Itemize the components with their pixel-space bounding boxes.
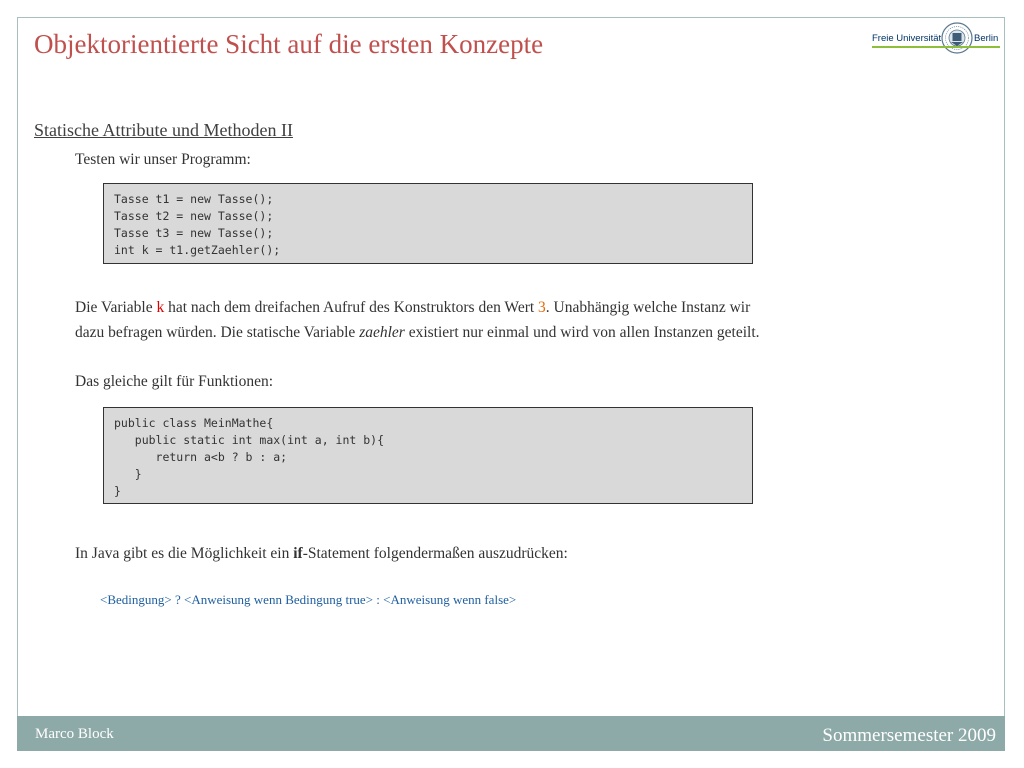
logo-left-text: Freie Universität xyxy=(872,33,942,44)
java-text: In Java gibt es die Möglichkeit ein xyxy=(75,545,294,562)
slide-title: Objektorientierte Sicht auf die ersten Konzepte xyxy=(34,29,544,59)
ternary-syntax: <Bedingung> ? <Anweisung wenn Bedingung true> : <Anweisung wenn false> xyxy=(100,592,517,607)
logo-underline xyxy=(872,46,1000,48)
variable-zaehler: zaehler xyxy=(359,324,405,341)
functions-intro-text: Das gleiche gilt für Funktionen: xyxy=(75,373,274,390)
code-block-tasse xyxy=(103,183,753,264)
code-line: int k = t1.getZaehler(); xyxy=(114,243,281,257)
code-line: public class MeinMathe{ xyxy=(114,416,274,430)
footer-bar xyxy=(17,716,1005,751)
footer-semester: Sommersemester 2009 xyxy=(822,725,996,746)
variable-k: k xyxy=(156,299,165,316)
code-line: Tasse t2 = new Tasse(); xyxy=(114,209,274,223)
code-line: } xyxy=(114,484,121,498)
code-line: Tasse t3 = new Tasse(); xyxy=(114,226,274,240)
paragraph-line-1 xyxy=(75,299,750,317)
code-line: } xyxy=(114,467,142,481)
logo-right-text: Berlin xyxy=(974,33,999,44)
paragraph-line-2 xyxy=(75,324,760,342)
code-line: return a<b ? b : a; xyxy=(114,450,288,464)
java-if-text xyxy=(75,545,568,563)
paragraph-text: hat nach dem dreifachen Aufruf des Konstruktors den Wert xyxy=(164,299,539,316)
university-logo xyxy=(872,22,1000,58)
university-seal-icon xyxy=(941,22,973,54)
if-keyword: if xyxy=(293,545,303,562)
paragraph-text: . Unabhängig welche Instanz wir xyxy=(545,299,751,316)
code-line: public static int max(int a, int b){ xyxy=(114,433,385,447)
paragraph-text: dazu befragen würden. Die statische Variable xyxy=(75,324,360,341)
paragraph-text: Die Variable xyxy=(75,299,157,316)
java-text: -Statement folgendermaßen auszudrücken: xyxy=(302,545,568,562)
section-subtitle: Statische Attribute und Methoden II xyxy=(34,120,293,140)
code-block-meinmathe xyxy=(103,407,753,504)
intro-text: Testen wir unser Programm: xyxy=(75,151,251,168)
paragraph-text: existiert nur einmal und wird von allen Instanzen geteilt. xyxy=(404,324,760,341)
code-line: Tasse t1 = new Tasse(); xyxy=(114,192,274,206)
value-three: 3 xyxy=(538,299,546,316)
footer-author: Marco Block xyxy=(35,726,114,742)
